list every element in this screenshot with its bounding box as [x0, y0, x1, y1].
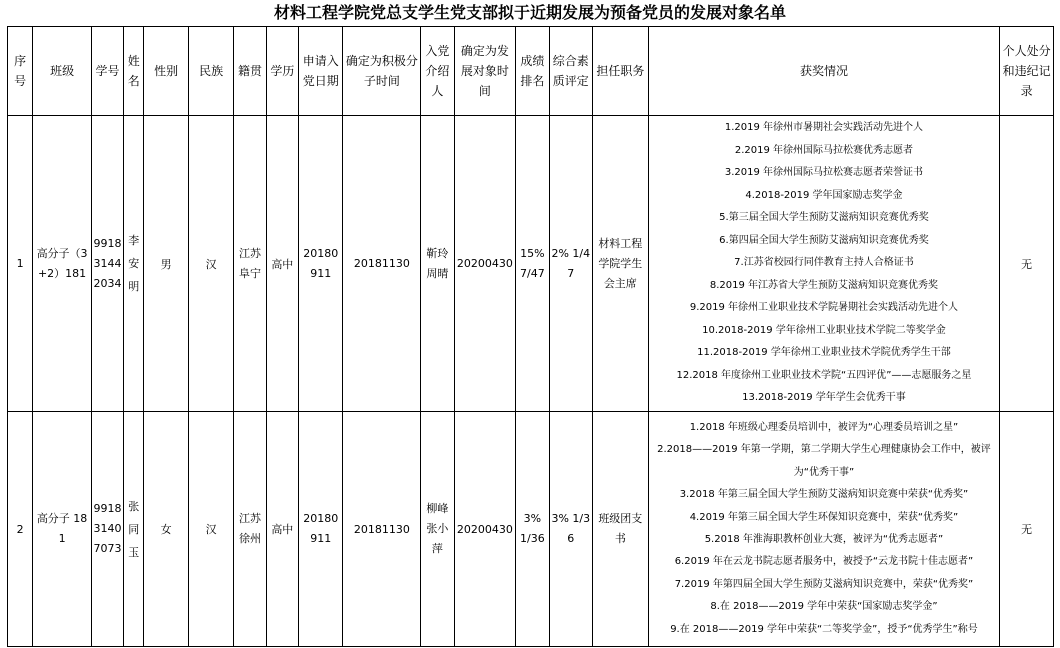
education-cell: 高中	[266, 412, 298, 647]
table-row	[8, 116, 1054, 412]
candidate-date-cell: 20200430	[454, 116, 516, 412]
name-text: 李安明	[128, 234, 140, 293]
student-id-cell: 991831442034	[91, 116, 123, 412]
award-item: 2.2019 年徐州国际马拉松赛优秀志愿者	[734, 144, 914, 156]
ethnicity-cell: 汉	[188, 116, 233, 412]
candidate-table	[7, 26, 1054, 647]
award-item: 9.在 2018——2019 学年中荣获“二等奖学金”，授予“优秀学生”称号	[670, 623, 978, 635]
header-introducers: 入党介绍人	[421, 27, 454, 116]
award-item: 6.2019 年在云龙书院志愿者服务中，被授予“云龙书院十佳志愿者”	[674, 556, 974, 568]
award-item: 4.2018-2019 学年国家励志奖学金	[745, 189, 903, 201]
class-cell: 高分子（3+2）181	[33, 116, 92, 412]
award-item: 1.2019 年徐州市暑期社会实践活动先进个人	[724, 122, 924, 134]
student-id-cell: 991831407073	[91, 412, 123, 647]
native-place-cell: 江苏徐州	[234, 412, 266, 647]
award-item: 6.第四届全国大学生预防艾滋病知识竞赛优秀奖	[719, 234, 929, 246]
award-item: 8.在 2018——2019 学年中荣获“国家励志奖学金”	[710, 601, 938, 613]
name-cell	[124, 116, 144, 412]
ethnicity-cell: 汉	[188, 412, 233, 647]
apply-date-cell: 20180911	[298, 412, 342, 647]
award-item: 2.2018——2019 年第一学期，第二学期大学生心理健康协会工作中，被评为“优秀干事”	[657, 444, 991, 478]
discipline-cell: 无	[1000, 412, 1054, 647]
education-cell: 高中	[266, 116, 298, 412]
document-title: 材料工程学院党总支学生党支部拟于近期发展为预备党员的发展对象名单	[273, 3, 786, 22]
gender-cell: 女	[144, 412, 188, 647]
award-item: 4.2019 年第三届全国大学生环保知识竞赛中，荣获“优秀奖”	[689, 511, 959, 523]
header-apply-date: 申请入党日期	[298, 27, 342, 116]
introducers-cell: 靳玲周晴	[421, 116, 454, 412]
header-ethnicity: 民族	[188, 27, 233, 116]
award-item: 11.2018-2019 学年徐州工业职业技术学院优秀学生干部	[697, 347, 951, 359]
name-cell	[124, 412, 144, 647]
discipline-cell: 无	[1000, 116, 1054, 412]
position-cell: 材料工程学院学生会主席	[593, 116, 649, 412]
header-seq: 序号	[8, 27, 33, 116]
seq-cell: 1	[8, 116, 33, 412]
position-cell: 班级团支书	[593, 412, 649, 647]
award-item: 8.2019 年江苏省大学生预防艾滋病知识竞赛优秀奖	[709, 279, 939, 291]
header-candidate-date: 确定为发展对象时间	[454, 27, 516, 116]
activist-date-cell: 20181130	[343, 412, 421, 647]
quality-eval-cell: 3% 1/36	[549, 412, 592, 647]
score-rank-cell: 3% 1/36	[516, 412, 549, 647]
header-discipline: 个人处分和违纪记录	[1000, 27, 1054, 116]
header-quality-eval: 综合素质评定	[549, 27, 592, 116]
seq-cell: 2	[8, 412, 33, 647]
name-text: 张同玉	[128, 499, 140, 559]
header-activist-date: 确定为积极分子时间	[343, 27, 421, 116]
award-item: 13.2018-2019 学年学生会优秀干事	[742, 392, 906, 404]
header-awards: 获奖情况	[648, 27, 1000, 116]
header-score-rank: 成绩排名	[516, 27, 549, 116]
apply-date-cell: 20180911	[298, 116, 342, 412]
award-item: 10.2018-2019 学年徐州工业职业技术学院二等奖学金	[702, 324, 946, 336]
header-native-place: 籍贯	[234, 27, 266, 116]
native-place-cell: 江苏阜宁	[234, 116, 266, 412]
award-item: 3.2018 年第三届全国大学生预防艾滋病知识竞赛中荣获“优秀奖”	[679, 489, 969, 501]
award-item: 12.2018 年度徐州工业职业技术学院“五四评优”——志愿服务之星	[676, 369, 972, 381]
gender-cell: 男	[144, 116, 188, 412]
award-item: 9.2019 年徐州工业职业技术学院暑期社会实践活动先进个人	[689, 302, 959, 314]
header-position: 担任职务	[593, 27, 649, 116]
header-name: 姓名	[124, 27, 144, 116]
award-item: 5.第三届全国大学生预防艾滋病知识竞赛优秀奖	[719, 212, 929, 224]
class-cell: 高分子 181	[33, 412, 92, 647]
award-item: 7.江苏省校园行同伴教育主持人合格证书	[734, 257, 914, 269]
award-item: 7.2019 年第四届全国大学生预防艾滋病知识竞赛中，荣获“优秀奖”	[674, 578, 974, 590]
quality-eval-cell: 2% 1/47	[549, 116, 592, 412]
award-item: 3.2019 年徐州国际马拉松赛志愿者荣誉证书	[724, 167, 924, 179]
header-education: 学历	[266, 27, 298, 116]
activist-date-cell: 20181130	[343, 116, 421, 412]
header-class: 班级	[33, 27, 92, 116]
awards-cell	[648, 116, 1000, 412]
score-rank-cell: 15% 7/47	[516, 116, 549, 412]
award-item: 5.2018 年淮海职教杯创业大赛，被评为“优秀志愿者”	[704, 534, 944, 545]
award-item: 1.2018 年班级心理委员培训中，被评为“心理委员培训之星”	[689, 421, 959, 433]
awards-cell	[648, 412, 1000, 647]
header-row	[8, 27, 1054, 116]
header-student-id: 学号	[91, 27, 123, 116]
candidate-date-cell: 20200430	[454, 412, 516, 647]
header-gender: 性别	[144, 27, 188, 116]
table-row	[8, 412, 1054, 647]
introducers-cell: 柳峰张小萍	[421, 412, 454, 647]
